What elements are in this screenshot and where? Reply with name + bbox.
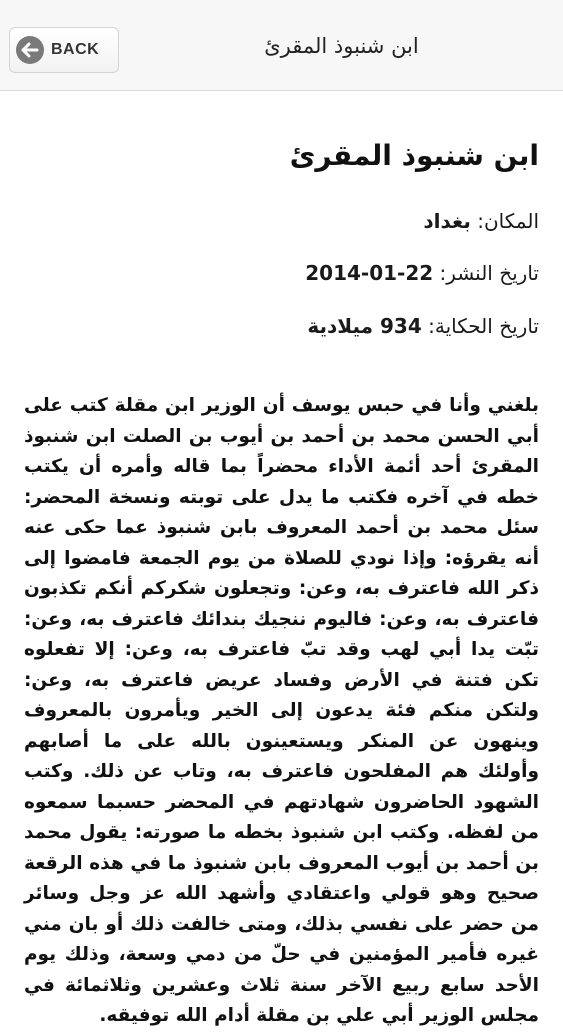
place-value: بغداد	[423, 209, 471, 233]
story-date-label: تاريخ الحكاية:	[428, 314, 539, 338]
meta-story-date	[307, 314, 539, 338]
meta-place	[423, 209, 539, 233]
place-label: المكان:	[477, 209, 539, 233]
nav-title: ابن شنبوذ المقرئ	[264, 34, 419, 58]
back-button-label: BACK	[51, 41, 100, 58]
meta-publish-date	[305, 261, 539, 285]
article-body: بلغني وأنا في حبس يوسف أن الوزير ابن مقلة كتب على أبي الحسن محمد بن أحمد بن أيوب بن الصلت ابن شنبوذ المقرئ أحد أئمة الأداء محضراً بما قاله وأمره أن يكتب خطه في آخره فكتب ما يدل على توبته ونسخة المحضر: سئل محمد بن أحمد المعروف بابن شنبوذ عما حكى عنه أنه يقرؤه: وإذا نودي للصلاة من يوم الجمعة فامضوا إلى ذكر الله فاعترف به، وعن: وتجعلون شكركم أنكم تكذبون فاعترف به، وعن: فاليوم ننجيك بندائك فاعترف به، وعن: تبّت يدا أبي لهب وقد تبّ فاعترف به، وعن: إلا تفعلوه تكن فتنة في الأرض وفساد عريض فاعترف به، وعن: ولتكن منكم فئة يدعون إلى الخير ويأمرون بالمعروف وينهون عن المنكر ويستعينون بالله على ما أصابهم وأولئك هم المفلحون فاعترف به، وتاب عن ذلك. وكتب الشهود الحاضرون شهادتهم في المحضر حسبما سمعوه من لفظه. وكتب ابن شنبوذ بخطه ما صورته: يقول محمد بن أحمد بن أيوب المعروف بابن شنبوذ ما في هذه الرقعة صحيح وهو قولي واعتقادي وأشهد الله عز وجل وسائر من حضر على نفسي بذلك، ومتى خالفت ذلك أو بان مني غيره فأمير المؤمنين في حلّ من دمي وسعة، وذلك يوم الأحد سابع ربيع الآخر سنة ثلاث وعشرين وثلاثمائة في مجلس الوزير أبي علي بن مقلة أدام الله توفيقه.	[24, 395, 539, 1026]
story-date-value: 934 ميلادية	[307, 314, 422, 338]
navigation-bar	[0, 0, 563, 91]
publish-date-value: 2014-01-22	[305, 261, 434, 285]
article-content[interactable]	[0, 91, 563, 1026]
page-title: ابن شنبوذ المقرئ	[289, 139, 539, 172]
back-button[interactable]	[9, 27, 119, 73]
publish-date-label: تاريخ النشر:	[439, 261, 539, 285]
back-arrow-icon	[16, 36, 44, 64]
